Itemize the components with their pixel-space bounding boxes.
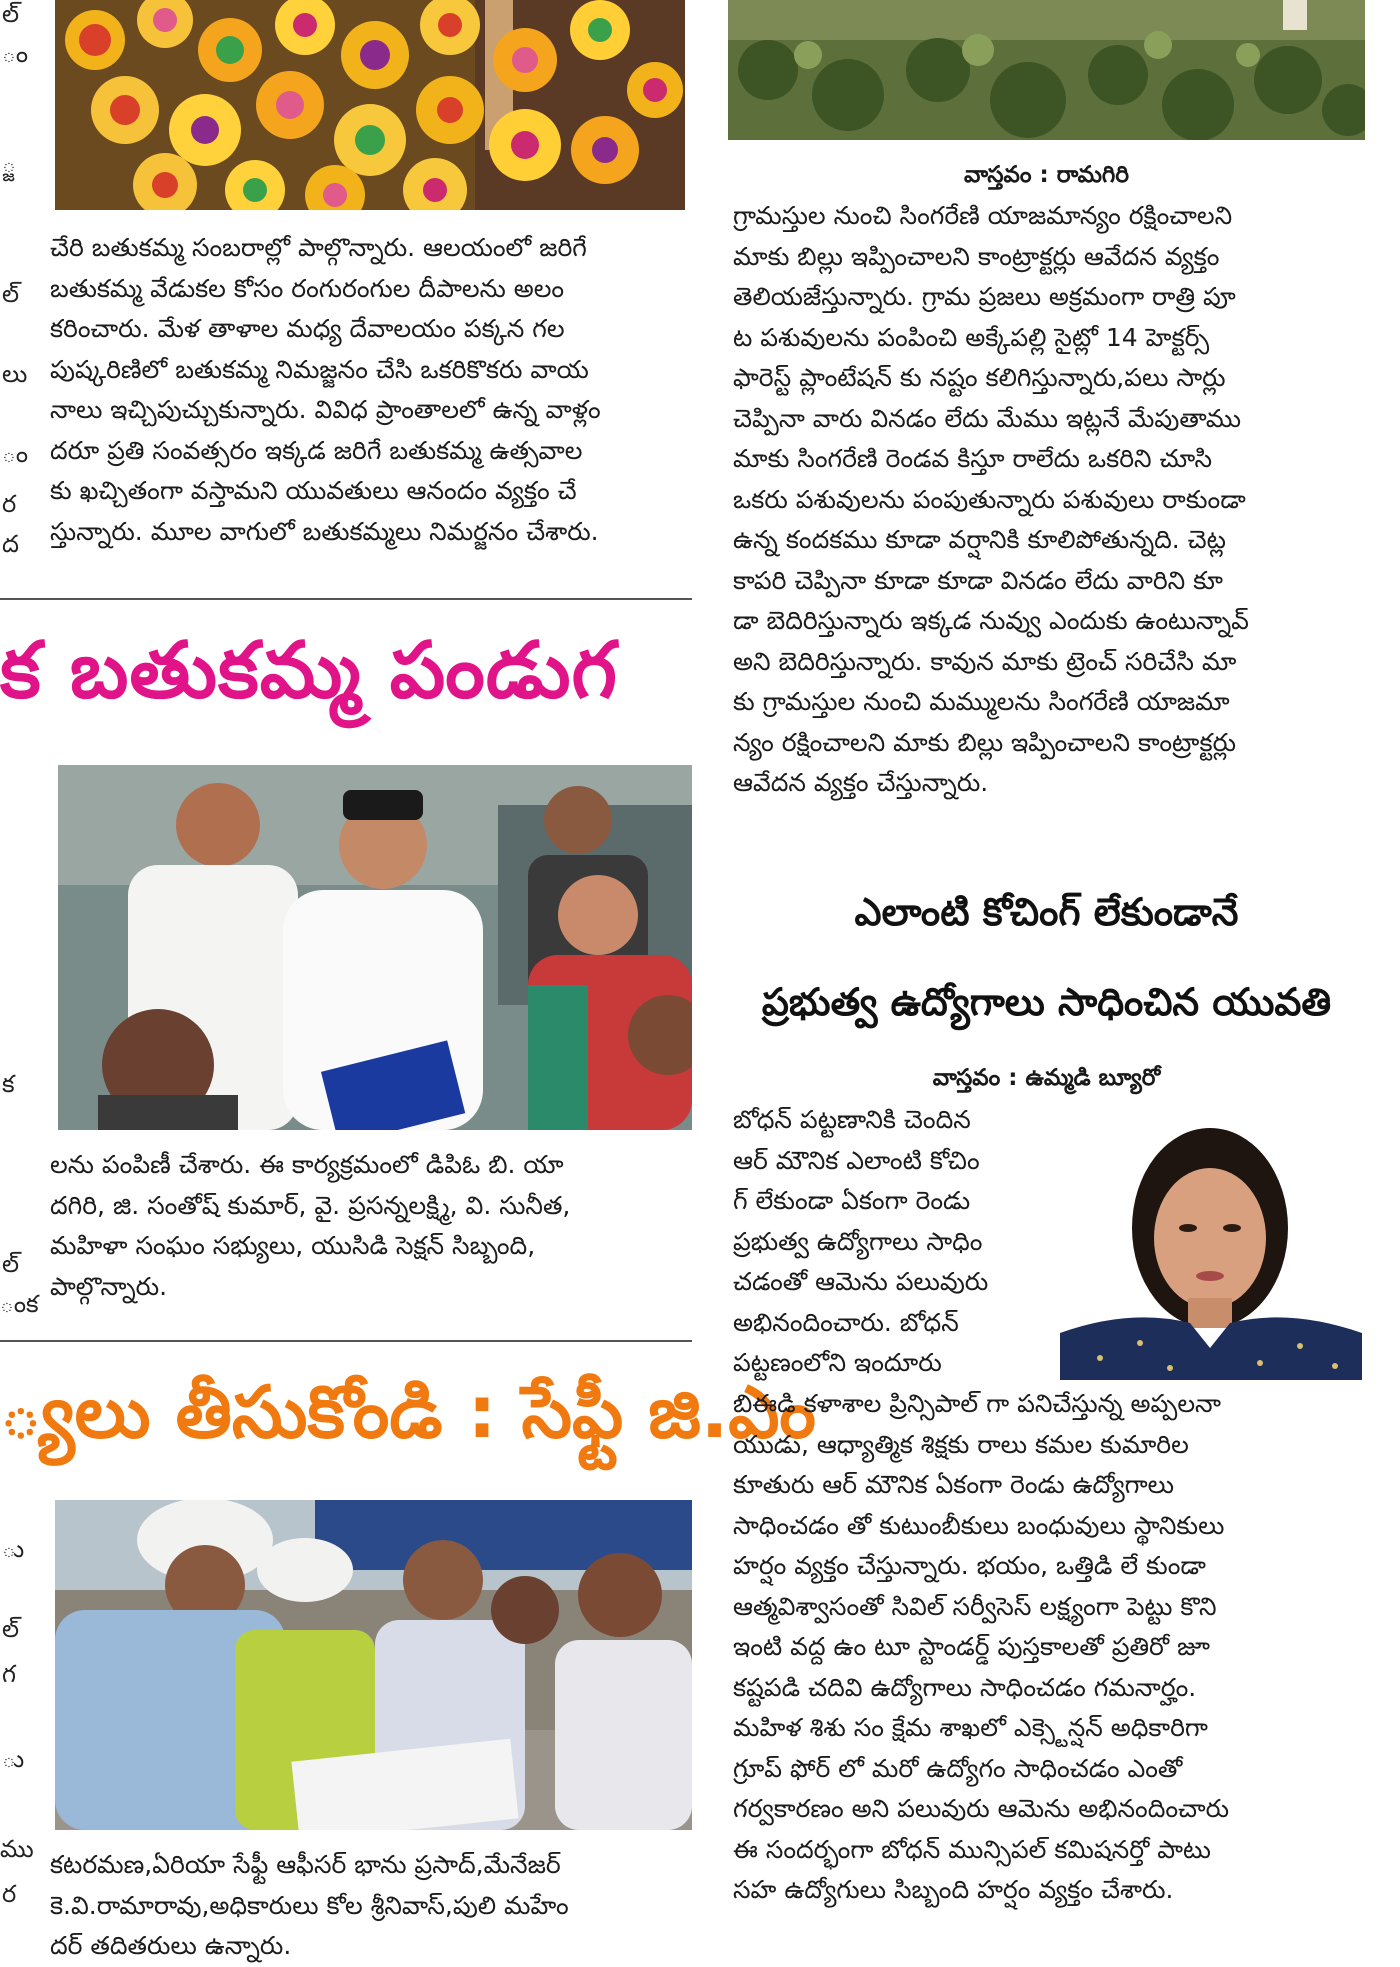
article-line: ట పశువులను పంపించి అక్కేపల్లి సైట్లో 14 హెక్టర్స్	[733, 322, 1210, 352]
edge-fragment: క	[2, 1070, 15, 1098]
article-line: కూతురు ఆర్ మౌనిక ఏకంగా రెండు ఉద్యోగాలు	[733, 1470, 1175, 1499]
edge-fragment: ం	[2, 440, 29, 468]
plantation-photo	[728, 0, 1365, 140]
column-divider	[0, 598, 692, 600]
article-line: అని బెదిరిస్తున్నారు. కావున మాకు ట్రెంచ్ సరిచేసి మా	[733, 646, 1237, 676]
article-line: యుడు, ఆధ్యాత్మిక శిక్షకు రాలు కమల కుమారిల	[733, 1429, 1189, 1459]
bathukamma-headline: క బతుకమ్మ పండుగ	[0, 626, 618, 716]
article-line: ఒకరు పశువులను పంపుతున్నారు పశువులు రాకుండా	[733, 484, 1246, 514]
article-line: ఈ సందర్భంగా బోధన్ మున్సిపల్ కమిషనర్తో పాటు	[733, 1834, 1211, 1864]
article-line: గర్వకారణం అని పలువురు ఆమెను అభినందించారు	[733, 1794, 1230, 1823]
article-line: తెలియజేస్తున్నారు. గ్రామ ప్రజలు అక్రమంగా రాత్రి పూ	[733, 282, 1236, 311]
coaching-headline-line2: ప్రభుత్వ ఉద్యోగాలు సాధించిన యువతి	[761, 980, 1332, 1024]
article-line: నాలు ఇచ్చిపుచ్చుకున్నారు. వివిధ ప్రాంతాలలో ఉన్న వాళ్లం	[50, 395, 601, 424]
article-line: చెప్పినా వారు వినడం లేదు మేము ఇట్లనే మేపుతాము	[733, 403, 1241, 433]
edge-fragment: ్జ	[2, 150, 16, 178]
article-line: స్తున్నారు. మూల వాగులో బతుకమ్మలు నిమర్జనం చేశారు.	[50, 516, 599, 546]
article-line: మహిళా సంఘం సభ్యులు, యుసిడి సెక్షన్ సిబ్బంది,	[50, 1231, 536, 1260]
article-line: లను పంపిణీ చేశారు. ఈ కార్యక్రమంలో డిపిఓ బి. యా	[50, 1150, 564, 1179]
article-line: కు ఖచ్చితంగా వస్తామని యువతులు ఆనందం వ్యక్తం చే	[50, 476, 577, 505]
mounika-portrait-photo	[1060, 1118, 1362, 1380]
right-top-article-body	[733, 196, 1249, 804]
edge-fragment: ు	[2, 1745, 25, 1773]
article-line: సాధించడం తో కుటుంబీకులు బంధువులు స్థానికులు	[733, 1510, 1225, 1540]
article-line: ఫారెస్ట్ ప్లాంటేషన్ కు నష్టం కలిగిస్తున్నారు,పలు సార్లు	[733, 363, 1226, 392]
article-line: కష్టపడి చదివి ఉద్యోగాలు సాధించడం గమనార్హం.	[733, 1672, 1197, 1702]
edge-fragment: ద	[2, 530, 19, 558]
edge-fragment: ం	[2, 40, 29, 68]
article-line: బతుకమ్మ వేడుకల కోసం రంగురంగుల దీపాలను అలం	[50, 273, 565, 303]
article-line: పుష్కరిణిలో బతుకమ్మ నిమజ్జనం చేసి ఒకరికొకరు వాయ	[50, 354, 589, 384]
edge-fragment: ము	[0, 1835, 34, 1863]
coaching-headline-line1: ఎలాంటి కోచింగ్ లేకుండానే	[854, 890, 1239, 934]
bottom-left-article-body	[50, 1845, 569, 1967]
article-line: చేరి బతుకమ్మ సంబరాల్లో పాల్గొన్నారు. ఆలయంలో జరిగే	[50, 233, 587, 262]
article-line: కు గ్రామస్తుల నుంచి మమ్ములను సింగరేణి యాజమా	[733, 687, 1230, 716]
edge-fragment: ంక	[0, 1290, 39, 1318]
article-line: సహ ఉద్యోగులు సిబ్బంది హర్షం వ్యక్తం చేశారు.	[733, 1875, 1174, 1904]
right-bottom-article-narrow-body	[733, 1100, 988, 1384]
right-bottom-article-wide-body	[733, 1384, 1229, 1911]
article-line: ఆర్ మౌనిక ఎలాంటి కోచిం	[733, 1145, 980, 1175]
safety-gm-headline: ్యలు తీసుకోండి : సేఫ్టీ జి.ఎం	[0, 1370, 816, 1454]
article-line: అభినందించారు. బోధన్	[733, 1307, 959, 1337]
edge-fragment: ల్	[2, 0, 20, 28]
column-divider	[0, 1340, 692, 1342]
byline-ummadi-bureau: వాస్తవం : ఉమ్మడి బ్యూరో	[932, 1065, 1161, 1091]
edge-fragment: ర	[2, 490, 17, 518]
article-line: గ్ లేకుండా ఏకంగా రెండు	[733, 1186, 971, 1215]
article-line: దర్ తదితరులు ఉన్నారు.	[50, 1931, 292, 1960]
article-line: బిఈడి కళాశాల ప్రిన్సిపాల్ గా పనిచేస్తున్న అప్పలనా	[733, 1389, 1222, 1418]
article-line: కటరమణ,ఏరియా సేఫ్టీ ఆఫీసర్ భాను ప్రసాద్,మేనేజర్	[50, 1850, 561, 1879]
article-line: ఆత్మవిశ్వాసంతో సివిల్ సర్వీసెస్ లక్ష్యంగా పెట్టు కొని	[733, 1591, 1217, 1621]
article-line: కరించారు. మేళ తాళాల మధ్య దేవాలయం పక్కన గల	[50, 314, 565, 343]
bathukamma-flowers-photo	[55, 0, 685, 210]
byline-ramagiri: వాస్తవం : రామగిరి	[964, 162, 1129, 188]
middle-article-body	[50, 1145, 570, 1307]
safety-inspection-photo	[55, 1500, 692, 1830]
article-line: బోధన్ పట్టణానికి చెందిన	[733, 1105, 971, 1134]
left-top-article-body	[50, 228, 601, 552]
edge-fragment: ల్	[2, 1250, 20, 1278]
article-line: కాపరి చెప్పినా కూడా కూడా వినడం లేదు వారిని కూ	[733, 565, 1223, 595]
article-line: ప్రభుత్వ ఉద్యోగాలు సాధిం	[733, 1226, 983, 1256]
edge-fragment: ల్	[2, 1615, 20, 1643]
article-line: ఆవేదన వ్యక్తం చేస్తున్నారు.	[733, 768, 989, 797]
article-line: ఇంటి వద్ద ఉం టూ స్టాండర్డ్ పుస్తకాలతో ప్రతిరో జూ	[733, 1632, 1210, 1661]
article-line: చడంతో ఆమెను పలువురు	[733, 1267, 989, 1296]
article-line: మాకు సింగరేణి రెండవ కిస్తూ రాలేదు ఒకరిని చూసి	[733, 444, 1213, 473]
article-line: మాకు బిల్లు ఇప్పించాలని కాంట్రాక్టర్లు ఆవేదన వ్యక్తం	[733, 241, 1220, 271]
article-line: న్యం రక్షించాలని మాకు బిల్లు ఇప్పించాలని కాంట్రాక్టర్లు	[733, 727, 1237, 757]
article-line: హర్షం వ్యక్తం చేస్తున్నారు. భయం, ఒత్తిడి లే కుండా	[733, 1551, 1206, 1580]
edge-fragment: ు	[2, 1535, 25, 1563]
officials-felicitation-photo	[58, 765, 692, 1130]
article-line: గ్రామస్తుల నుంచి సింగరేణి యాజమాన్యం రక్షించాలని	[733, 201, 1233, 230]
article-line: డా బెదిరిస్తున్నారు ఇక్కడ నువ్వు ఎందుకు ఉంటున్నావ్	[733, 606, 1249, 635]
edge-fragment: ర	[2, 1880, 17, 1908]
edge-fragment: ల్	[2, 280, 20, 308]
article-line: ఉన్న కందకము కూడా వర్షానికి కూలిపోతున్నది. చెట్ల	[733, 525, 1226, 554]
article-line: పాల్గొన్నారు.	[50, 1271, 168, 1301]
edge-fragment: గ	[2, 1660, 16, 1688]
edge-fragment: లు	[2, 360, 28, 388]
article-line: కె.వి.రామారావు,అధికారులు కోల శ్రీనివాస్,పులి మహేం	[50, 1890, 569, 1920]
article-line: దగిరి, జి. సంతోష్ కుమార్, వై. ప్రసన్నలక్ష్మి, వి. సునీత,	[50, 1190, 571, 1220]
article-line: పట్టణంలోని ఇందూరు	[733, 1348, 942, 1377]
article-line: దరూ ప్రతి సంవత్సరం ఇక్కడ జరిగే బతుకమ్మ ఉత్సవాల	[50, 435, 583, 465]
article-line: గ్రూప్ ఫోర్ లో మరో ఉద్యోగం సాధించడం ఎంతో	[733, 1753, 1183, 1783]
article-line: మహిళ శిశు సం క్షేమ శాఖలో ఎక్స్టెన్షన్ అధికారిగా	[733, 1713, 1208, 1742]
